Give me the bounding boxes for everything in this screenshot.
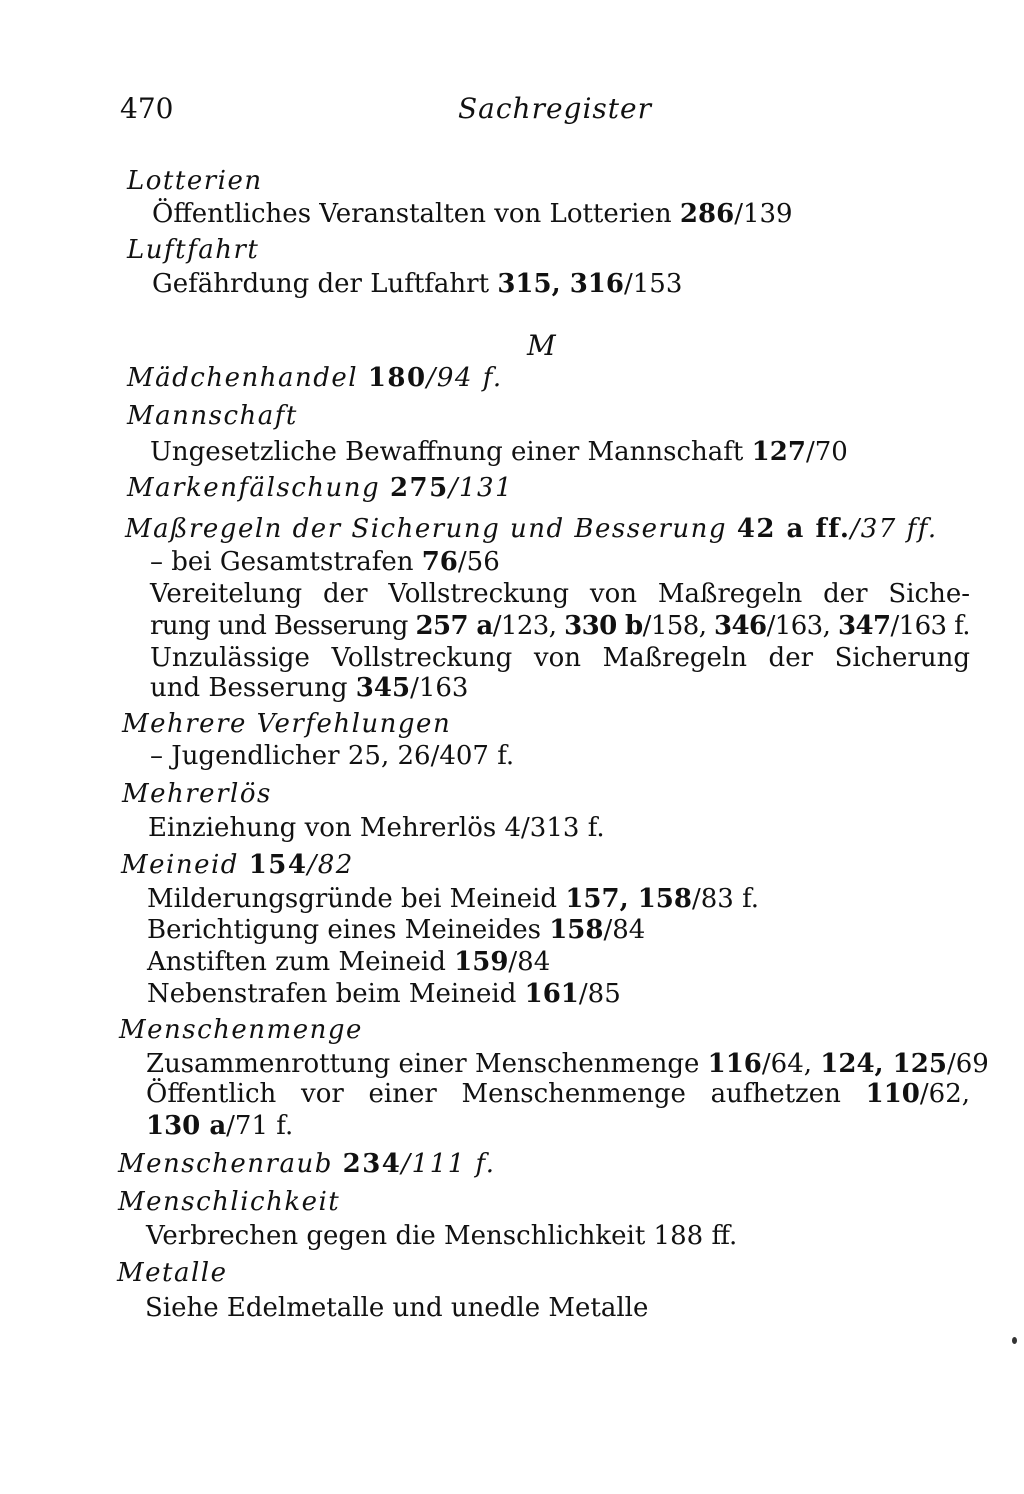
- index-heading: [127, 472, 513, 504]
- entry-text: /70: [805, 437, 848, 467]
- entry-text: Öffentliches Veranstalten von Lotterien: [152, 199, 680, 229]
- section-reference: 110: [865, 1079, 920, 1109]
- index-subentry: [145, 1292, 648, 1324]
- entry-text: – bei Gesamtstrafen: [150, 547, 422, 577]
- entry-text: Unzulässige Vollstreckung von Maßregeln der Sicherung: [150, 643, 970, 673]
- entry-text: Mädchenhandel: [127, 363, 368, 393]
- entry-text: Menschlichkeit: [118, 1187, 341, 1217]
- index-subentry: [146, 1048, 989, 1080]
- entry-text: /163: [410, 673, 469, 703]
- index-subentry: [147, 946, 550, 978]
- index-heading: [127, 400, 298, 432]
- entry-text: Lotterien: [127, 166, 263, 196]
- section-reference: 161: [524, 979, 579, 1009]
- section-reference: 130 a: [146, 1111, 227, 1141]
- index-subentry: [150, 578, 970, 610]
- page-header: [120, 92, 1000, 132]
- section-reference: 286: [679, 199, 735, 229]
- entry-text: /163,: [766, 611, 838, 641]
- entry-text: rung und Besserung: [150, 611, 416, 641]
- index-subentry: [146, 1220, 737, 1252]
- entry-text: Metalle: [117, 1258, 228, 1288]
- entry-text: Markenfälschung: [127, 473, 390, 503]
- entry-text: Berichtigung eines Meineides: [147, 915, 550, 945]
- entry-text: Maßregeln der Sicherung und Besserung: [125, 514, 737, 544]
- index-subentry: [147, 978, 621, 1010]
- index-subentry: [150, 740, 514, 772]
- index-subentry: [150, 436, 848, 468]
- entry-text: /83 f.: [692, 884, 760, 914]
- entry-text: /37 ff.: [850, 514, 938, 544]
- entry-text: /131: [448, 473, 514, 503]
- entry-text: /71 f.: [226, 1111, 294, 1141]
- entry-text: /62,: [919, 1079, 970, 1109]
- entry-text: /64,: [761, 1049, 821, 1079]
- entry-text: Vereitelung der Vollstreckung von Maßregeln der Siche-: [150, 579, 970, 609]
- index-heading: [121, 849, 354, 881]
- entry-text: /69: [946, 1049, 989, 1079]
- entry-text: Mehrere Verfehlungen: [122, 709, 452, 739]
- entry-text: /111 f.: [401, 1149, 496, 1179]
- entry-text: /139: [734, 199, 793, 229]
- index-subentry: [150, 642, 970, 674]
- index-subentry: [150, 546, 500, 578]
- section-reference: 275: [389, 473, 449, 503]
- entry-text: – Jugendlicher 25, 26/407 f.: [150, 741, 515, 771]
- entry-text: /158,: [642, 611, 715, 641]
- section-reference: 42 a ff.: [736, 514, 851, 544]
- entry-text: /56: [457, 547, 500, 577]
- entry-text: /123,: [492, 611, 565, 641]
- index-heading: [118, 1186, 340, 1218]
- entry-text: Zusammenrottung einer Menschenmenge: [146, 1049, 708, 1079]
- index-heading: [127, 362, 503, 394]
- section-reference: 257 a: [415, 611, 493, 641]
- index-subentry: [148, 812, 605, 844]
- section-letter: M: [527, 329, 556, 362]
- entry-text: Meineid: [121, 850, 249, 880]
- section-reference: 346: [714, 611, 767, 641]
- section-reference: 76: [421, 547, 458, 577]
- index-subentry: [146, 1110, 293, 1142]
- section-reference: 330 b: [564, 611, 643, 641]
- section-reference: 159: [454, 947, 509, 977]
- entry-text: Verbrechen gegen die Menschlichkeit 188 ff.: [146, 1221, 738, 1251]
- index-heading: [118, 1148, 496, 1180]
- entry-text: Gefährdung der Luftfahrt: [152, 269, 498, 299]
- section-reference: 180: [367, 363, 427, 393]
- entry-text: Nebenstrafen beim Meineid: [147, 979, 525, 1009]
- entry-text: Mehrerlös: [122, 779, 272, 809]
- entry-text: Anstiften zum Meineid: [147, 947, 455, 977]
- index-heading: [119, 1014, 363, 1046]
- section-reference: 154: [248, 850, 308, 880]
- section-reference: 345: [355, 673, 411, 703]
- index-heading: [117, 1257, 227, 1289]
- index-subentry: [150, 610, 970, 642]
- entry-text: /84: [603, 915, 646, 945]
- section-reference: 234: [342, 1149, 402, 1179]
- section-reference: 315, 316: [497, 269, 624, 299]
- print-speck: [1012, 1337, 1017, 1344]
- index-subentry: [152, 268, 682, 300]
- entry-text: Luftfahrt: [127, 235, 260, 265]
- section-reference: 127: [751, 437, 806, 467]
- index-heading: [122, 708, 451, 740]
- entry-text: /153: [623, 269, 683, 299]
- entry-text: Ungesetzliche Bewaffnung einer Mannschaft: [150, 437, 752, 467]
- index-heading: [127, 165, 263, 197]
- section-reference: 116: [707, 1049, 762, 1079]
- index-subentry: [147, 883, 759, 915]
- entry-text: /82: [307, 850, 354, 880]
- index-subentry: [152, 198, 793, 230]
- entry-text: und Besserung: [150, 673, 356, 703]
- entry-text: Menschenraub: [118, 1149, 343, 1179]
- section-reference: 347: [837, 611, 891, 641]
- index-subentry: [147, 914, 645, 946]
- entry-text: Siehe Edelmetalle und unedle Metalle: [145, 1293, 649, 1323]
- index-subentry: [150, 672, 468, 704]
- entry-text: Milderungsgründe bei Meineid: [147, 884, 566, 914]
- page-number: 470: [120, 92, 174, 125]
- entry-text: /84: [508, 947, 551, 977]
- index-heading: [122, 778, 272, 810]
- entry-text: Öffentlich vor einer Menschenmenge aufhetzen: [146, 1079, 866, 1109]
- entry-text: /163 f.: [890, 611, 970, 641]
- entry-text: Menschenmenge: [119, 1015, 363, 1045]
- entry-text: Einziehung von Mehrerlös 4/313 f.: [148, 813, 605, 843]
- entry-text: /94 f.: [426, 363, 503, 393]
- entry-text: /85: [578, 979, 621, 1009]
- section-reference: 157, 158: [565, 884, 692, 914]
- index-subentry: [146, 1078, 970, 1110]
- section-reference: 158: [549, 915, 604, 945]
- running-title: Sachregister: [458, 92, 652, 125]
- entry-text: Mannschaft: [127, 401, 298, 431]
- index-heading: [125, 513, 938, 545]
- section-reference: 124, 125: [820, 1049, 947, 1079]
- index-heading: [127, 234, 259, 266]
